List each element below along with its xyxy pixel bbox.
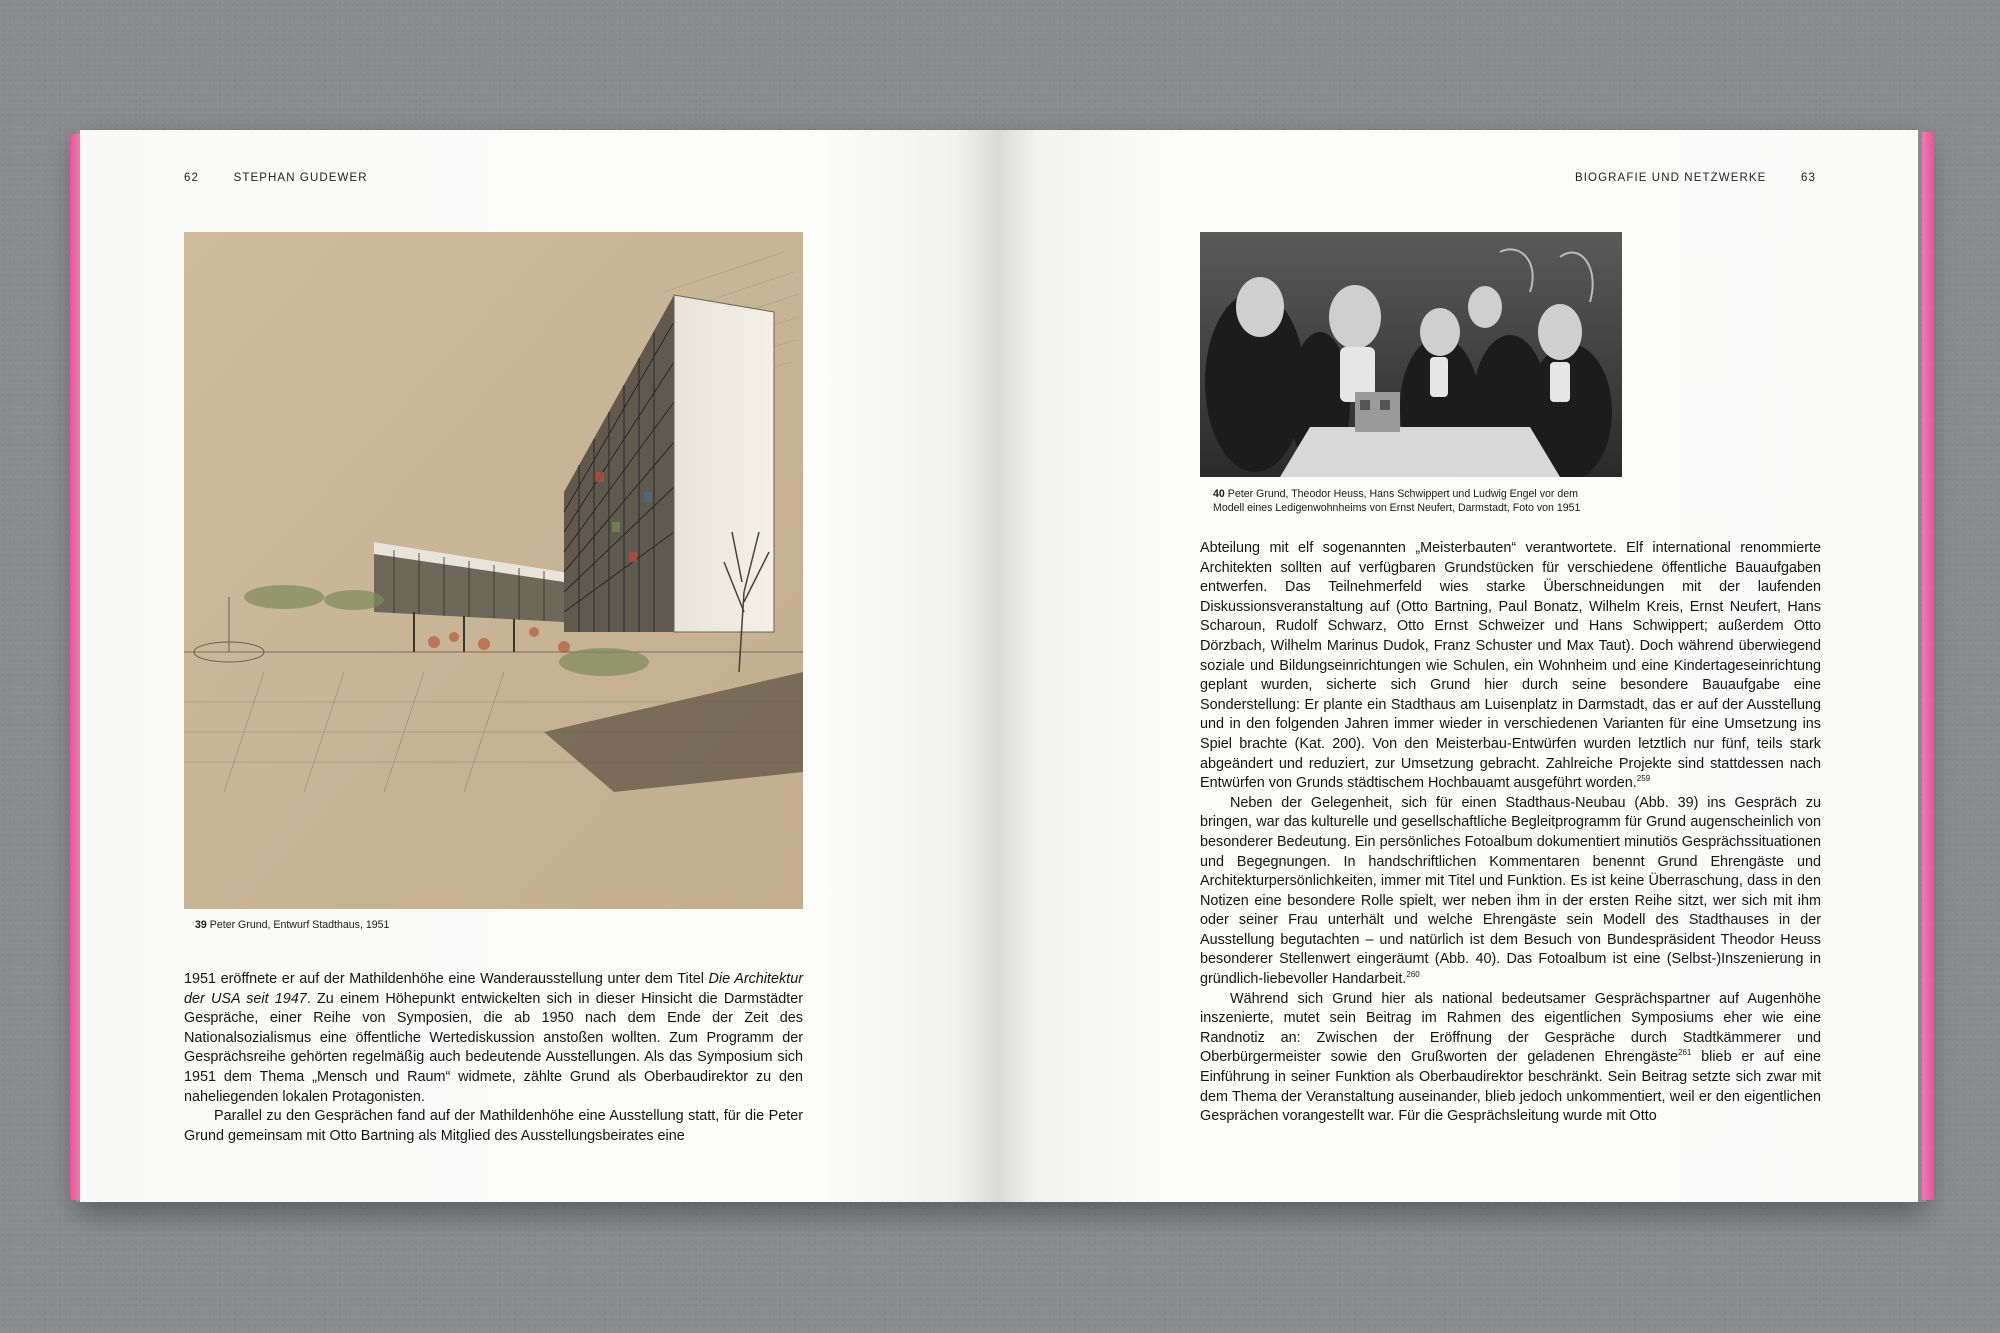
figure-40-caption [1213,487,1653,515]
figure-39-caption-text: Peter Grund, Entwurf Stadthaus, 1951 [209,919,390,931]
book-edge-right [1922,132,1934,1200]
black-white-photo-icon [1200,232,1622,477]
architectural-drawing-icon [184,232,803,909]
figure-39-number: 39 [195,919,207,931]
footnote-261: 261 [1678,1048,1692,1058]
footnote-259: 259 [1636,774,1651,784]
left-paragraph-1-end: . Zu einem Höhepunkt entwickelten sich in dieser Hinsicht die Darmstädter Gespräche, einer Reihe von Symposien, die ab 1950 nach dem Ende der Zeit des Nationalsozialismus eine öffentliche Wertediskussion anstoßen wollten. Zum Programm der Gesprächsreihe gehörten regelmäßig auch bedeutende Ausstellungen. Als das Symposium sich 1951 dem Thema „Mensch und Raum“ widmete, zählte Grund als Oberbaudirektor zu den naheliegenden lokalen Protagonisten. [184,990,803,1105]
left-paragraph-1 [184,970,803,1107]
figure-40-caption-line-2: Modell eines Ledigenwohnheims von Ernst Neufert, Darmstadt, Foto von 1951 [1213,502,1581,514]
right-paragraph-3 [1200,990,1821,1127]
right-page [1001,130,1918,1202]
book-edge-left [70,134,80,1200]
left-page-header [184,172,368,184]
figure-40-number: 40 [1213,488,1225,500]
open-book [76,130,1926,1202]
right-paragraph-2 [1200,794,1821,990]
right-body-text [1200,539,1821,1127]
right-paragraph-1 [1200,539,1821,794]
figure-40-caption-line-1: Peter Grund, Theodor Heuss, Hans Schwippert und Ludwig Engel vor dem [1227,488,1578,500]
running-head-right: BIOGRAFIE UND NETZWERKE [1574,172,1767,184]
page-number-right: 63 [1801,172,1816,184]
left-paragraph-2: Parallel zu den Gesprächen fand auf der Mathildenhöhe eine Ausstellung statt, für die Peter Grund gemeinsam mit Otto Bartning als Mitglied des Ausstellungsbeirates eine [184,1108,803,1144]
running-head-left: STEPHAN GUDEWER [233,172,368,184]
right-paragraph-2-text: Neben der Gelegenheit, sich für einen Stadthaus-Neubau (Abb. 39) ins Gespräch zu bringen, war das kulturelle und gesellschaftliche Begleitprogramm für Grund augenscheinlich von besonderer Bedeutung. Ein persönliches Fotoalbum dokumentiert minutiös Gesprächssituationen und Begegnungen. In handschriftlichen Kommentaren benennt Grund Ehrengäste und Architekturpersönlichkeiten, immer mit Titel und Funktion. Es ist keine Überraschung, dass in den Notizen eine besondere Rolle spielt, wer neben ihm in der ersten Reihe sitzt, wer sich mit ihm oder seiner Frau unterhält und welche Ehrengäste sein Modell des Stadthauses in der Ausstellung begutachten – und natürlich ist dem Besuch von Bundespräsident Theodor Heuss besonderer Stellenwert eingeräumt (Abb. 40). Das Fotoalbum ist eine (Selbst-)Inszenierung in gründlich-liebevoller Handarbeit. [1200,794,1821,988]
right-page-header [1575,172,1816,184]
right-paragraph-3-end: blieb er auf eine Einführung in seiner Funktion als Oberbaudirektor beschränkt. Sein Beitrag setzte sich zwar mit dem Thema der Veranstaltung auseinander, blieb jedoch unkommentiert, weil er den eigentlichen Gesprächen vorangestellt war. Für die Gesprächsleitung wurde mit Otto [1200,1049,1821,1125]
left-page [80,130,1001,1202]
figure-39-drawing [184,232,803,909]
right-paragraph-1-text: Abteilung mit elf sogenannten „Meisterbauten“ verantwortete. Elf international renommierte Architekten sollten auf verfügbaren Grundstücken für verschiedene öffentliche Bauaufgaben entwerfen. Das Teilnehmerfeld wies starke Überschneidungen mit der laufenden Diskussionsveranstaltung auf (Otto Bartning, Paul Bonatz, Wilhelm Kreis, Ernst Neufert, Hans Scharoun, Rudolf Schwarz, Otto Ernst Schweizer und Hans Schwippert; außerdem Otto Dörzbach, Wilhelm Marinus Dudok, Franz Schuster und Max Taut). Doch während überwiegend soziale und Bildungseinrichtungen wie Schulen, ein Wohnheim und eine Kindertageseinrichtung geplant wurden, sicherte sich Grund hier durch seine besondere Bauaufgabe eine Sonderstellung: Er plante ein Stadthaus am Luisenplatz in Darmstadt, das er auf der Ausstellung und in den folgenden Jahren immer wieder in verschiedenen Varianten für eine Umsetzung ins Spiel brachte (Kat. 200). Von den Meisterbau-Entwürfen wurden letztlich nur fünf, teils stark abgeändert und reduziert, zur Umsetzung gebracht. Zahlreiche Projekte sind stattdessen nach Entwürfen von Grunds städtischem Hochbauamt ausgeführt worden. [1200,540,1821,792]
book-title-italic: Die Architektur der USA seit 1947 [184,971,803,1007]
figure-39-caption [195,918,389,932]
page-number-left: 62 [184,172,199,184]
right-paragraph-3-start: Während sich Grund hier als national bedeutsamer Gesprächspartner auf Augenhöhe inszenierte, mutet sein Beitrag im Rahmen des eigentlichen Symposiums eher wie eine Randnotiz an: Zwischen der Eröffnung der Gespräche durch Stadtkämmerer und Oberbürgermeister sowie den Grußworten der geladenen Ehrengäste [1200,990,1821,1066]
left-body-text [184,970,803,1146]
figure-40-photo [1200,232,1622,477]
left-paragraph-1-start: 1951 eröffnete er auf der Mathildenhöhe eine Wanderausstellung unter dem Titel [184,971,709,987]
footnote-260: 260 [1406,970,1420,980]
